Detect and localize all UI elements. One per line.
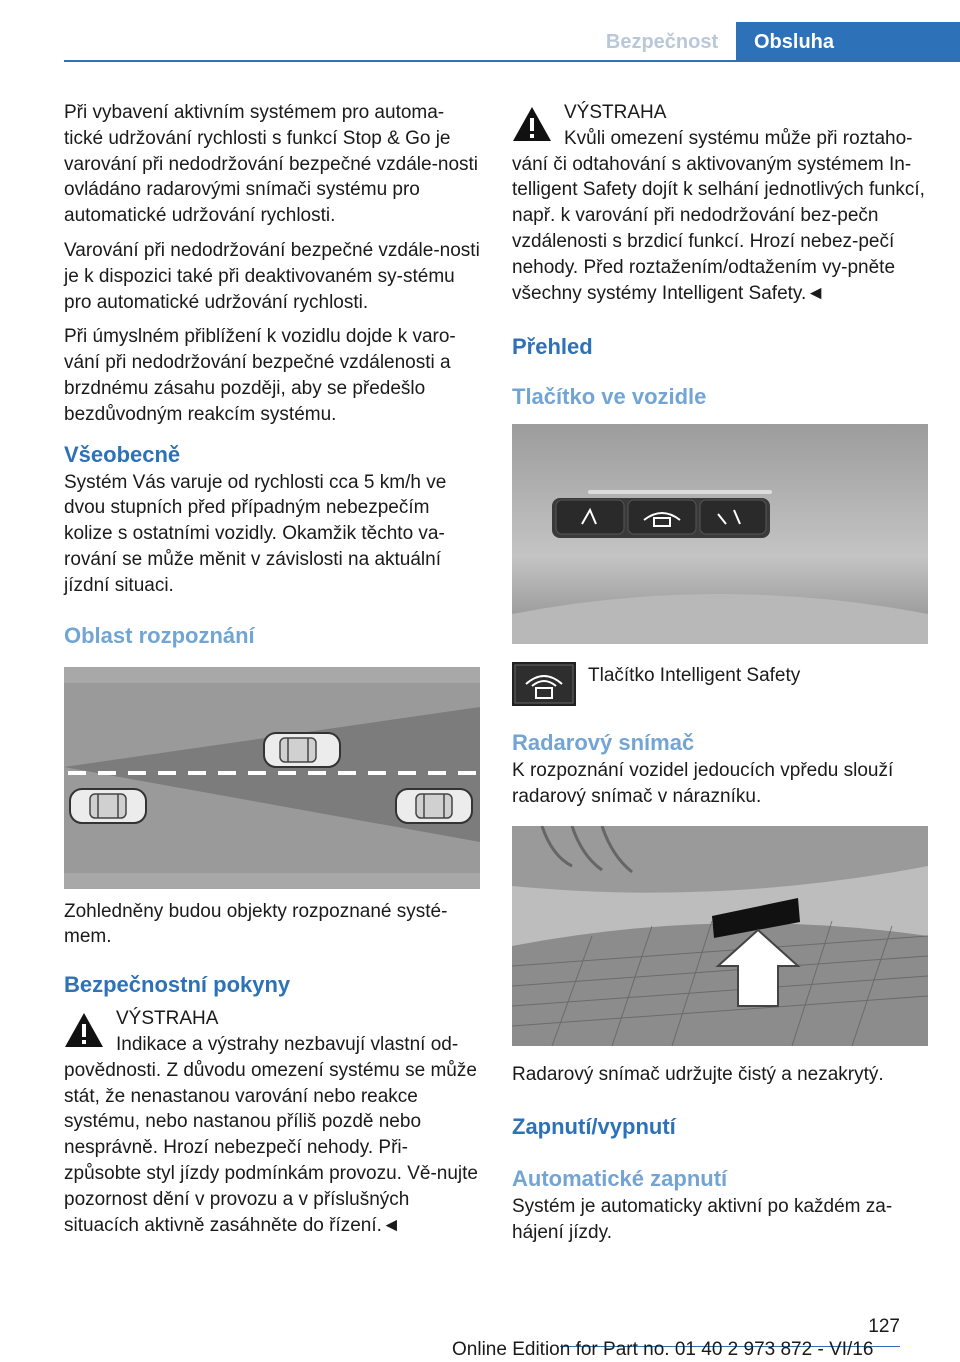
detection-area-illustration [64, 667, 480, 889]
warning-triangle-icon [64, 1012, 104, 1048]
warning-title: VÝSTRAHA [564, 102, 667, 123]
button-legend [512, 662, 928, 706]
button-panel-photo [512, 424, 928, 644]
warning-triangle-icon [512, 106, 552, 142]
heading-button-in-vehicle: Tlačítko ve vozidle [512, 384, 707, 410]
header-tab-active: Obsluha [736, 22, 960, 62]
paragraph: K rozpoznání vozidel jedoucích vpředu slouží radarový snímač v nárazníku. [512, 760, 894, 808]
car-icon [70, 789, 146, 823]
radar-sensor-photo [512, 826, 928, 1046]
car-icon [396, 789, 472, 823]
heading-detection-area: Oblast rozpoznání [64, 622, 255, 648]
header-rule [64, 60, 960, 62]
warning-text: Kvůli omezení systému může při roztaho-vání či odtahování s aktivovaným systémem In-telligent Safety dojít k selhání jednotlivých funkcí, např. k varování při nedodržování bez-pečn vzdálenosti s brzdicí funkcí. Hrozí nebez-pečí nehody. Před roztažením/odtažením vy-pněte všechny systémy Intelligent Safety.◄ [512, 127, 925, 304]
page-header [0, 0, 960, 62]
paragraph: Systém Vás varuje od rychlosti cca 5 km/h ve dvou stupních před případným nebezpečím kolize s ostatními vozidly. Okamžik těchto va-rování se může měnit v závislosti na aktuální jízdní situaci. [64, 471, 447, 596]
heading-radar-sensor: Radarový snímač [512, 730, 695, 756]
warning-text: Indikace a výstrahy nezbavují vlastní od-povědnosti. Z důvodu omezení systému se může stát, že nenastanou varování nebo reakce systému, nebo nastanou příliš pozdě nebo nesprávně. Hrozí nebezpečí nehody. Při-způsobte styl jízdy podmínkám provozu. Vě-nujte pozornost dění v provozu a v příslušných situacích aktivně zasáhněte do řízení.◄ [64, 1033, 478, 1236]
paragraph: Při vybavení aktivním systémem pro automa-tické udržování rychlosti s funkcí Stop & Go je varování při nedodržování bezpečné vzdále-nosti ovládáno radarovými snímači systému pro automatické udržování rychlosti. [64, 102, 479, 227]
warning-block [64, 1006, 480, 1238]
heading-overview: Přehled [512, 334, 593, 360]
left-column [64, 100, 480, 1238]
heading-general: Všeobecně [64, 441, 181, 467]
car-icon [264, 733, 340, 767]
button-caption: Tlačítko Intelligent Safety [588, 665, 801, 687]
intelligent-safety-button-icon [512, 662, 576, 706]
page-number: 127 [868, 1316, 900, 1337]
warning-title: VÝSTRAHA [116, 1008, 219, 1030]
heading-safety-notes: Bezpečnostní pokyny [64, 972, 291, 998]
edition-note: Online Edition for Part no. 01 40 2 973 872 - VI/16 [452, 1339, 874, 1360]
image-caption: Radarový snímač udržujte čistý a nezakrytý. [512, 1063, 884, 1085]
right-column [512, 100, 928, 1254]
header-tab-section: Bezpečnost [605, 31, 719, 53]
paragraph: Varování při nedodržování bezpečné vzdále-nosti je k dispozici také při deaktivovaném sy-stému pro automatické udržování rychlosti. [64, 239, 480, 313]
warning-block [512, 100, 928, 306]
heading-on-off: Zapnutí/vypnutí [512, 1113, 676, 1139]
image-caption: Zohledněny budou objekty rozpoznané systé-mem. [64, 900, 448, 948]
paragraph: Systém je automaticky aktivní po každém za-hájení jízdy. [512, 1195, 893, 1243]
paragraph: Při úmyslném přiblížení k vozidlu dojde k varo-vání při nedodržování bezpečné vzdálenosti a brzdnému zásahu později, aby se předešlo bezdůvodným reakcím systému. [64, 326, 456, 425]
heading-automatic-on: Automatické zapnutí [512, 1165, 728, 1191]
